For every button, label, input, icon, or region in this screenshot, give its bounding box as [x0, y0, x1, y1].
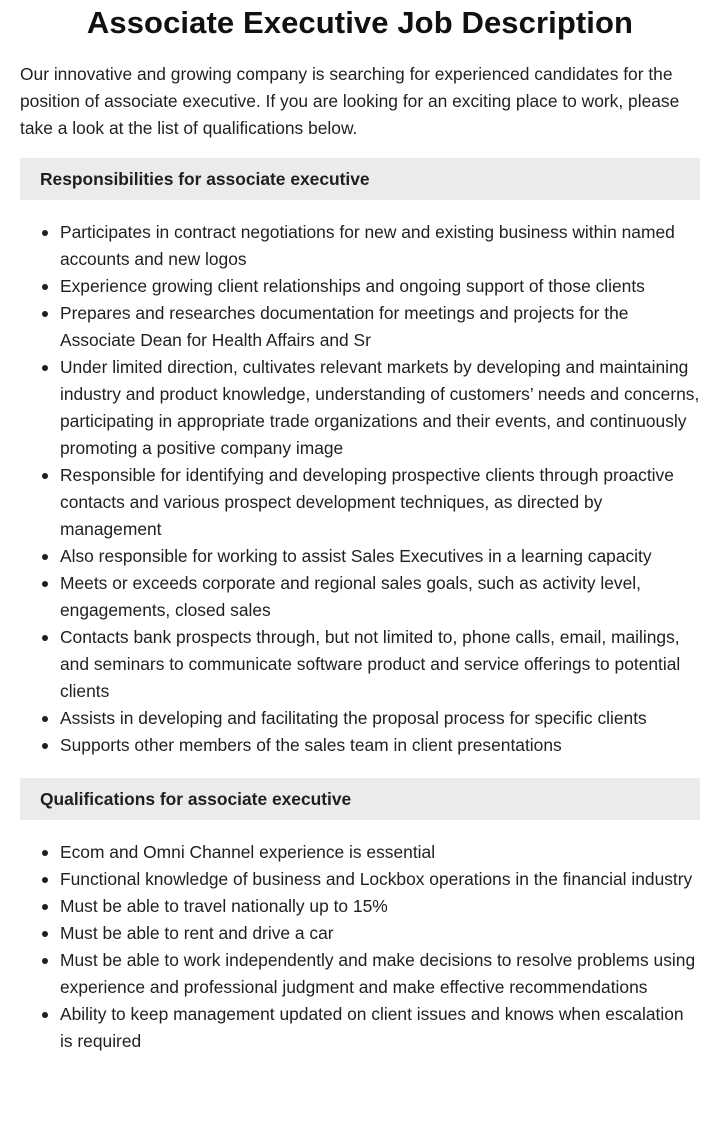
list-item: Under limited direction, cultivates relevant markets by developing and maintaining industry and product knowledge, understanding of customers’ needs and concerns, participating in appropriate trade organizations and their events, and continuously promoting a positive company image: [20, 354, 700, 462]
page-title: Associate Executive Job Description: [86, 5, 634, 40]
list-item: Experience growing client relationships and ongoing support of those clients: [20, 273, 700, 300]
list-item: Ecom and Omni Channel experience is essential: [20, 839, 700, 866]
list-item: Participates in contract negotiations for new and existing business within named accounts and new logos: [20, 219, 700, 273]
list-item: Supports other members of the sales team in client presentations: [20, 732, 700, 759]
list-item: Ability to keep management updated on client issues and knows when escalation is required: [20, 1001, 700, 1055]
list-item: Responsible for identifying and developing prospective clients through proactive contacts and various prospect development techniques, as directed by management: [20, 462, 700, 543]
list-item: Contacts bank prospects through, but not limited to, phone calls, email, mailings, and seminars to communicate software product and service offerings to potential clients: [20, 624, 700, 705]
list-item: Functional knowledge of business and Lockbox operations in the financial industry: [20, 866, 700, 893]
list-item: Must be able to work independently and make decisions to resolve problems using experience and professional judgment and make effective recommendations: [20, 947, 700, 1001]
list-item: Also responsible for working to assist Sales Executives in a learning capacity: [20, 543, 700, 570]
responsibilities-list: [20, 219, 700, 759]
responsibilities-heading: Responsibilities for associate executive: [20, 158, 700, 200]
list-item: Prepares and researches documentation for meetings and projects for the Associate Dean for Health Affairs and Sr: [20, 300, 700, 354]
intro-paragraph: Our innovative and growing company is searching for experienced candidates for the position of associate executive. If you are looking for an exciting place to work, please take a look at the list of qualifications below.: [20, 64, 680, 138]
list-item: Must be able to rent and drive a car: [20, 920, 700, 947]
qualifications-heading: Qualifications for associate executive: [20, 778, 700, 820]
list-item: Assists in developing and facilitating the proposal process for specific clients: [20, 705, 700, 732]
list-item: Must be able to travel nationally up to 15%: [20, 893, 700, 920]
qualifications-list: [20, 839, 700, 1055]
list-item: Meets or exceeds corporate and regional sales goals, such as activity level, engagements, closed sales: [20, 570, 700, 624]
